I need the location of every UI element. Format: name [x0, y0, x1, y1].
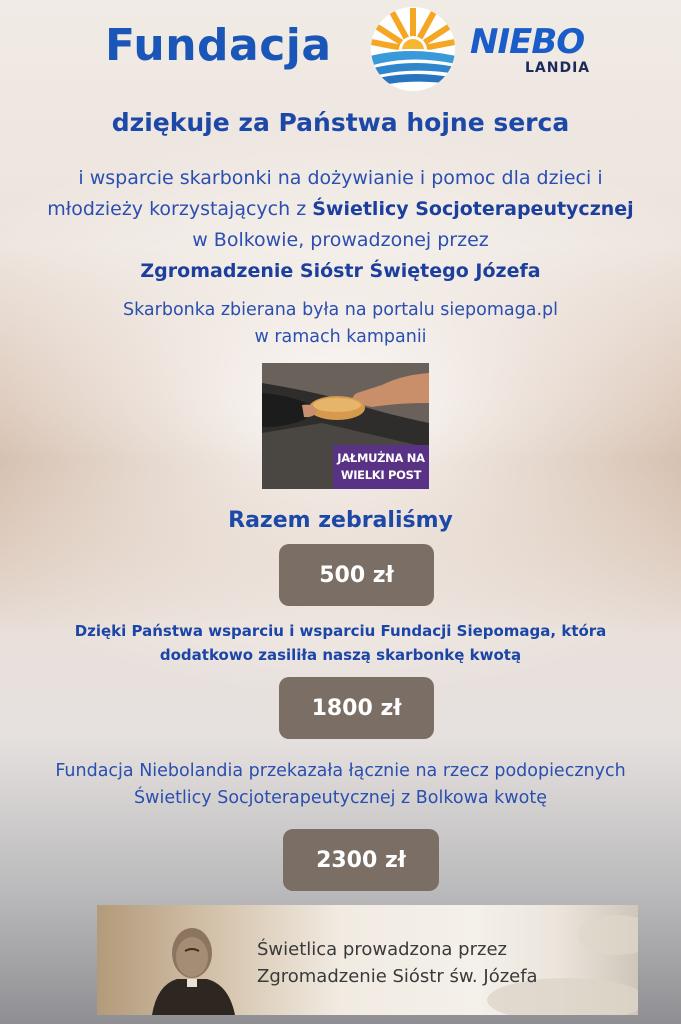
niebolandia-sun-logo-icon: [370, 6, 456, 92]
footer-banner: [97, 905, 638, 1015]
thanks-heading: dziękuje za Państwa hojne serca: [111, 108, 570, 137]
congregation-name: Zgromadzenie Sióstr Świętego Józefa: [140, 260, 541, 282]
support-paragraph: [0, 619, 681, 667]
intro-line-1: i wsparcie skarbonki na dożywianie i pomoc dla dzieci i: [78, 167, 603, 189]
portal-paragraph: [0, 297, 681, 351]
logo-wordmark-top: NIEBO: [470, 22, 585, 62]
collected-heading: Razem zebraliśmy: [228, 508, 453, 533]
center-name: Świetlicy Socjoterapeutycznej: [312, 198, 634, 220]
transfer-line-1: Fundacja Niebolandia przekazała łącznie na rzecz podopiecznych: [55, 761, 626, 781]
foundation-title: Fundacja: [105, 20, 332, 71]
portal-line-1: Skarbonka zbierana była na portalu siepomaga.pl: [122, 300, 558, 320]
intro-line-2-text: młodzieży korzystających z: [47, 198, 313, 220]
portal-line-2: w ramach kampanii: [254, 327, 427, 347]
footer-caption: [257, 936, 617, 990]
footer-line-1: Świetlica prowadzona przez: [257, 939, 507, 960]
amount-box-3: 2300 zł: [283, 829, 439, 891]
intro-line-4: [0, 256, 681, 287]
campaign-label-line-2: WIELKI POST: [340, 468, 422, 482]
logo-wordmark-bottom: LANDIA: [525, 60, 591, 76]
campaign-label-line-1: JAŁMUŻNA NA: [337, 451, 425, 465]
intro-line-2: [0, 194, 681, 225]
amount-box-1: 500 zł: [279, 544, 434, 606]
intro-line-3: w Bolkowie, prowadzonej przez: [192, 229, 489, 251]
intro-paragraph: [0, 163, 681, 287]
transfer-paragraph: [0, 758, 681, 812]
transfer-line-2: Świetlicy Socjoterapeutycznej z Bolkowa kwotę: [134, 788, 547, 808]
campaign-label: [333, 445, 429, 489]
support-line-1: Dzięki Państwa wsparciu i wsparciu Fundacji Siepomaga, która: [74, 622, 607, 640]
amount-box-2: 1800 zł: [279, 677, 434, 739]
footer-line-2: Zgromadzenie Sióstr św. Józefa: [257, 966, 538, 987]
support-line-2: dodatkowo zasiliła naszą skarbonkę kwotą: [159, 646, 522, 664]
campaign-image: [262, 363, 429, 489]
